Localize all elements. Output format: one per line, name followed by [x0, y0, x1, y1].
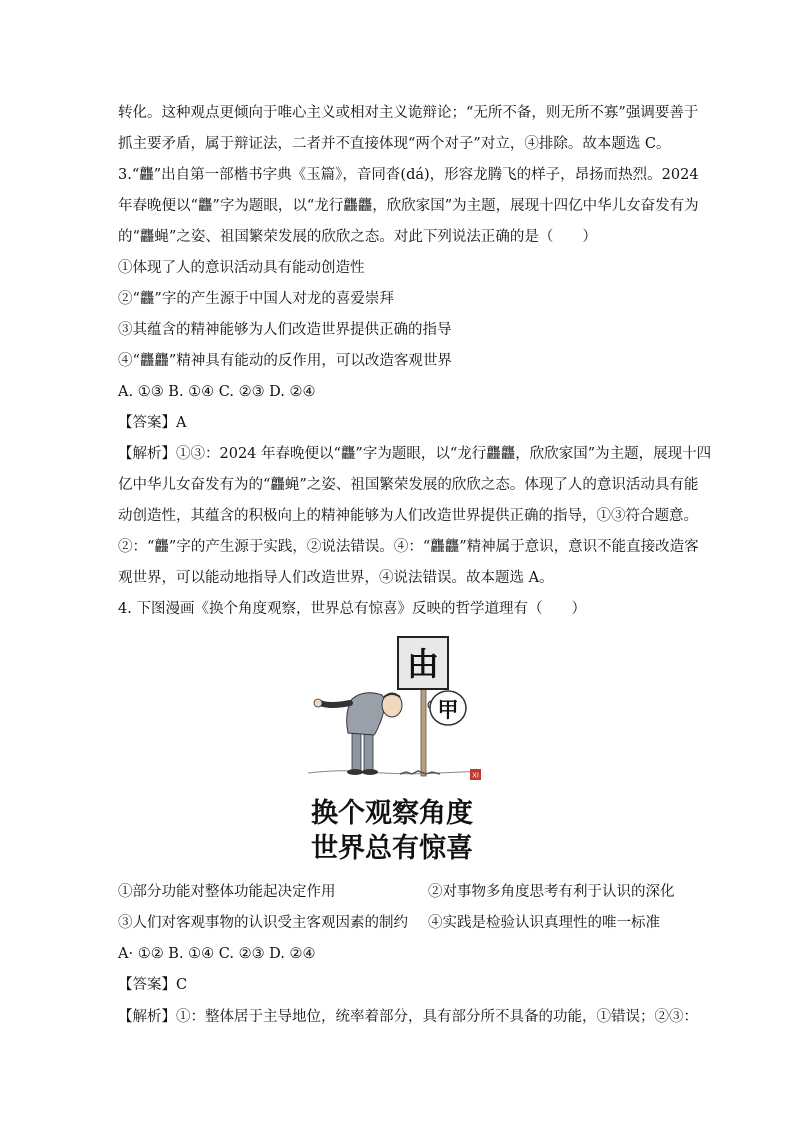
q3-choices: A. ①③ B. ①④ C. ②③ D. ②④ — [118, 384, 316, 400]
q4-analysis-line-1: 【解析】①：整体居于主导地位，统率着部分，具有部分所不具备的功能，①错误；②③： — [118, 1009, 698, 1025]
cartoon-illustration — [300, 633, 490, 865]
q4-option-4: ④实践是检验认识真理性的唯一标准 — [428, 915, 660, 931]
q2-tail-line-2: 抓主要矛盾，属于辩证法，二者并不直接体现“两个对子”对立，④排除。故本题选 C。 — [118, 136, 671, 152]
q4-option-1: ①部分功能对整体功能起决定作用 — [118, 884, 336, 900]
q3-stem-line-2: 年春晚便以“龘”字为题眼，以“龙行龘龘，欣欣家国”为主题，展现十四亿中华儿女奋发有为 — [118, 198, 699, 214]
q3-option-4: ④“龘龘”精神具有能动的反作用，可以改造客观世界 — [118, 353, 452, 369]
cartoon-caption-line-1: 换个观察角度 — [311, 798, 473, 829]
q3-stem-line-1: 3.“龘”出自第一部楷书字典《玉篇》，音同沓(dá)，形容龙腾飞的样子，昂扬而热烈。2024 — [118, 167, 699, 183]
q4-option-2: ②对事物多角度思考有利于认识的深化 — [428, 884, 675, 900]
q3-option-1: ①体现了人的意识活动具有能动创造性 — [118, 260, 365, 276]
sign-character: 由 — [406, 645, 440, 683]
q4-answer: 【答案】C — [118, 977, 188, 993]
artist-stamp: XI — [472, 771, 479, 780]
q4-stem: 4. 下图漫画《换个角度观察，世界总有惊喜》反映的哲学道理有（ ） — [118, 601, 586, 617]
q4-option-3: ③人们对客观事物的认识受主客观因素的制约 — [118, 915, 408, 931]
cartoon-caption-line-2: 世界总有惊喜 — [311, 833, 473, 864]
q3-analysis-line-4: ②：“龘”字的产生源于实践，②说法错误。④：“龘龘”精神属于意识，意识不能直接改造客 — [118, 539, 699, 555]
q3-analysis-line-1: 【解析】①③：2024 年春晚便以“龘”字为题眼，以“龙行龘龘，欣欣家国”为主题，展现十四 — [118, 446, 712, 462]
q3-analysis-line-5: 观世界，可以能动地指导人们改造世界，④说法错误。故本题选 A。 — [118, 570, 554, 586]
q3-analysis-line-3: 动创造性，其蕴含的积极向上的精神能够为人们改造世界提供正确的指导，①③符合题意。 — [118, 508, 698, 524]
q3-option-3: ③其蕴含的精神能够为人们改造世界提供正确的指导 — [118, 322, 452, 338]
q3-answer: 【答案】A — [118, 415, 187, 431]
q4-choices: A· ①② B. ①④ C. ②③ D. ②④ — [118, 946, 316, 962]
q2-tail-line-1: 转化。这种观点更倾向于唯心主义或相对主义诡辩论；“无所不备，则无所不寡”强调要善于 — [118, 105, 699, 121]
q3-analysis-line-2: 亿中华儿女奋发有为的“龘蝇”之姿、祖国繁荣发展的欣欣之态。体现了人的意识活动具有能 — [118, 477, 699, 493]
q3-option-2: ②“龘”字的产生源于中国人对龙的喜爱崇拜 — [118, 291, 394, 307]
thought-bubble-character: 甲 — [437, 698, 459, 722]
q3-stem-line-3: 的“龘蝇”之姿、祖国繁荣发展的欣欣之态。对此下列说法正确的是（ ） — [118, 229, 597, 245]
